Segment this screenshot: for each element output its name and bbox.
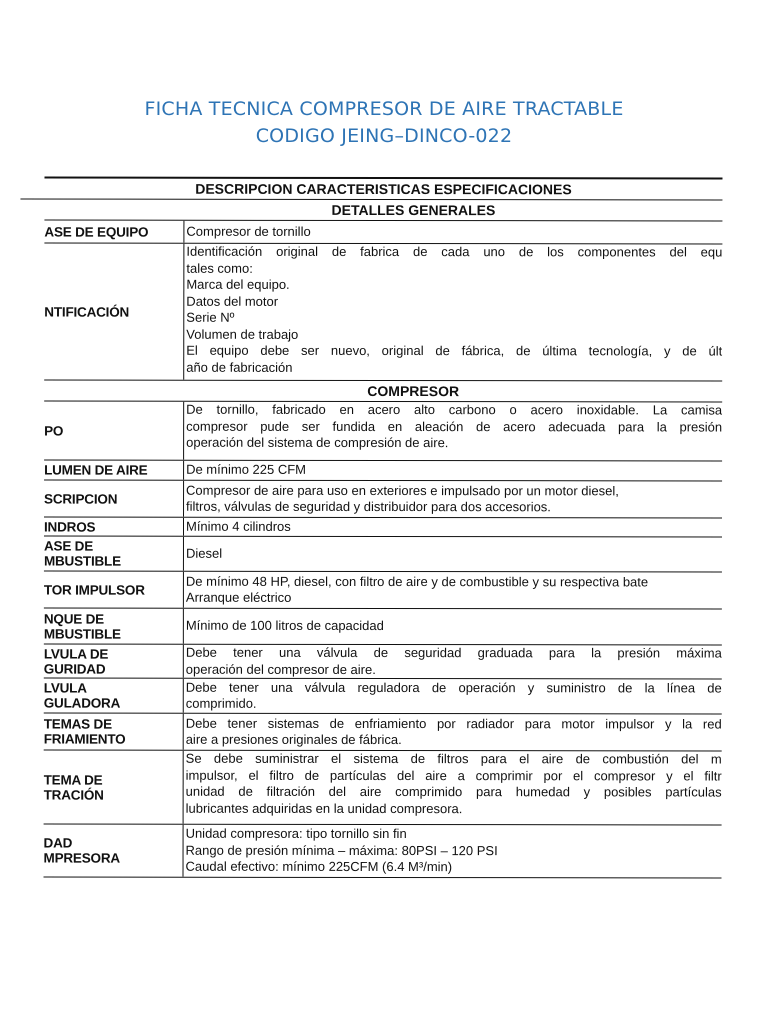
spec-table <box>44 177 723 879</box>
row-value <box>184 751 722 825</box>
table-row <box>44 645 722 680</box>
value-line: unidad de filtración del aire comprimido para humedad y posibles partículas <box>185 783 722 800</box>
row-label: LUMEN DE AIRE <box>44 461 184 480</box>
row-value <box>184 221 722 244</box>
section-header-general: DETALLES GENERALES <box>44 200 722 222</box>
value-line: De mínimo 225 CFM <box>186 461 307 478</box>
row-value <box>184 518 722 537</box>
value-line: aire a presiones originales de fábrica. <box>185 731 402 748</box>
row-label: LVULA GULADORA <box>44 679 184 713</box>
value-line: Debe tener sistemas de enfriamiento por radiador para motor impulsor y la red <box>185 715 722 731</box>
row-value <box>184 609 722 645</box>
table-row <box>44 572 722 610</box>
row-value <box>184 679 722 714</box>
value-line: Identificación original de fabrica de cada uno de los componentes del equ <box>186 243 723 260</box>
value-line: Debe tener una válvula reguladora de operación y suministro de la línea de <box>185 679 722 695</box>
table-row <box>44 609 722 646</box>
row-value <box>184 244 722 381</box>
row-label: NTIFICACIÓN <box>44 244 184 380</box>
table-row <box>44 679 722 715</box>
table-row <box>44 518 722 538</box>
row-label: ASE DE EQUIPO <box>44 221 184 243</box>
value-line: Se debe suministrar el sistema de filtros para el aire de combustión del m <box>185 750 722 767</box>
value-line: Debe tener una válvula de seguridad graduada para la presión máxima <box>185 644 722 661</box>
table-row <box>44 221 722 245</box>
row-value <box>184 537 722 572</box>
value-line: impulsor, el filtro de partículas del aire a comprimir por el compresor y el filtr <box>185 767 722 783</box>
value-line: operación del compresor de aire. <box>185 661 376 677</box>
row-label: DAD MPRESORA <box>44 825 184 877</box>
value-line: filtros, válvulas de seguridad y distribuidor para dos accesorios. <box>186 498 551 515</box>
row-label: TOR IMPULSOR <box>44 572 184 608</box>
value-line: año de fabricación <box>186 359 293 375</box>
value-line: Caudal efectivo: mínimo 225CFM (6.4 M³/min) <box>185 858 453 875</box>
value-line: comprimido. <box>185 695 257 711</box>
table-row <box>44 537 722 573</box>
value-line: De tornillo, fabricado en acero alto carbono o acero inoxidable. La camisa <box>186 401 723 418</box>
table-row <box>44 461 722 482</box>
row-value <box>184 572 722 609</box>
table-row <box>44 751 722 826</box>
value-line: Rango de presión mínima – máxima: 80PSI – 120 PSI <box>185 842 498 858</box>
value-line: De mínimo 48 HP, diesel, con filtro de aire y de combustible y su respectiva bate <box>185 573 649 589</box>
table-row <box>44 244 722 382</box>
table-header: DESCRIPCION CARACTERISTICAS ESPECIFICACIONES <box>20 178 722 200</box>
value-line: Diesel <box>185 545 223 561</box>
value-line: Mínimo 4 cilindros <box>185 518 291 534</box>
value-line: Unidad compresora: tipo tornillo sin fin <box>185 825 407 842</box>
value-line: Compresor de aire para uso en exteriores e impulsado por un motor diesel, <box>186 482 619 498</box>
table-row <box>44 825 722 879</box>
row-value <box>184 825 722 878</box>
row-value <box>184 402 722 461</box>
section-header-compresor: COMPRESOR <box>44 381 722 403</box>
document-title: FICHA TECNICA COMPRESOR DE AIRE TRACTABLE <box>144 98 624 120</box>
value-line: tales como: <box>186 260 253 276</box>
row-label: PO <box>44 402 184 460</box>
row-label: TEMA DE TRACIÓN <box>44 751 184 824</box>
value-line: Compresor de tornillo <box>186 223 311 239</box>
row-label: SCRIPCION <box>44 481 184 517</box>
row-label: ASE DE MBUSTIBLE <box>44 537 184 571</box>
table-row <box>44 402 722 462</box>
value-line: Volumen de trabajo <box>186 326 299 342</box>
value-line: Arranque eléctrico <box>185 589 292 605</box>
row-label: NQUE DE MBUSTIBLE <box>44 609 184 644</box>
row-label: INDROS <box>44 518 184 536</box>
row-value <box>184 461 722 481</box>
table-row <box>44 481 722 519</box>
value-line: Marca del equipo. <box>186 276 290 292</box>
value-line: compresor pude ser fundida en aleación de acero adecuada para la presión <box>186 418 723 434</box>
row-label: LVULA DE GURIDAD <box>44 645 184 678</box>
value-line: Datos del motor <box>186 293 279 309</box>
value-line: operación del sistema de compresión de aire. <box>186 434 449 451</box>
value-line: Mínimo de 100 litros de capacidad <box>185 617 384 634</box>
row-value <box>184 645 722 679</box>
document-code: CODIGO JEING–DINCO-022 <box>255 125 513 147</box>
row-value <box>184 714 722 751</box>
value-line: El equipo debe ser nuevo, original de fábrica, de última tecnología, y de últ <box>186 342 723 359</box>
row-label: TEMAS DE FRIAMIENTO <box>44 714 184 750</box>
row-value <box>184 481 722 518</box>
compresor-rows <box>44 402 723 879</box>
table-row <box>44 714 722 752</box>
general-rows <box>44 221 722 382</box>
value-line: Serie Nº <box>186 309 235 325</box>
value-line: lubricantes adquiridas en la unidad compresora. <box>185 800 463 816</box>
